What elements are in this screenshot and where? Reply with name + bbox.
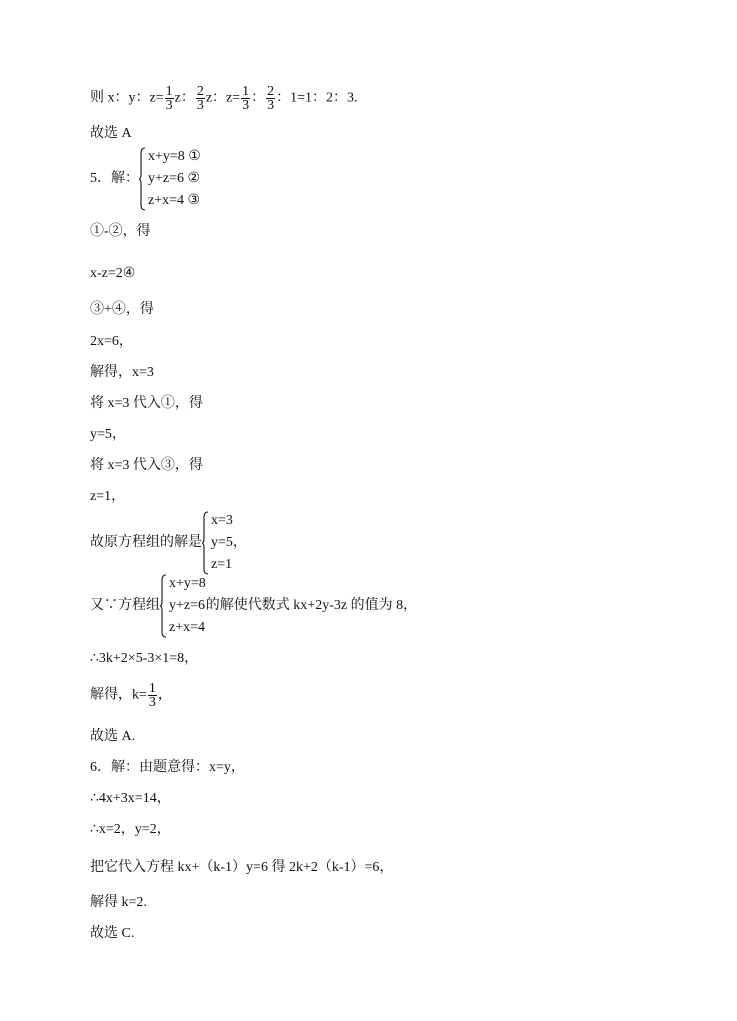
step-line: y=5，: [90, 427, 126, 442]
denominator: 3: [148, 695, 156, 710]
k-solution-line: [90, 682, 172, 709]
fraction: [196, 85, 205, 112]
step-line: x-z=2④: [90, 266, 136, 281]
step-line: 解得，x=3: [90, 365, 154, 380]
equation: x+y=8 ①: [148, 149, 201, 164]
numerator: 1: [242, 84, 250, 99]
step-line: 解得 k=2.: [90, 895, 147, 910]
fraction: [165, 85, 174, 112]
numerator: 2: [196, 84, 204, 99]
numerator: 1: [165, 84, 173, 99]
step-line: z=1，: [90, 489, 126, 504]
step-line: 6．解：由题意得：x=y，: [90, 760, 245, 775]
numerator: 2: [267, 84, 275, 99]
fraction: [266, 85, 275, 112]
fraction: [241, 85, 250, 112]
denominator: 3: [165, 98, 173, 113]
equation: x+y=8: [169, 576, 206, 591]
step-line: ③+④，得: [90, 302, 154, 317]
equation: y=5，: [211, 535, 247, 550]
equation-system: [90, 510, 247, 576]
condition-suffix: 的解使代数式 kx+2y-3z 的值为 8，: [205, 598, 418, 613]
ratio-line: [90, 85, 358, 112]
step-line: ∴4x+3x=14，: [90, 791, 171, 806]
step-line: ∴3k+2×5-3×1=8，: [90, 651, 199, 666]
text: ：1=1：2：3.: [276, 90, 358, 106]
equation-rows: [211, 510, 247, 576]
text: 则 x：y：z=: [90, 90, 164, 106]
equation-system: [90, 573, 417, 639]
answer-line: 故选 A: [90, 126, 132, 141]
denominator: 3: [196, 98, 204, 113]
answer-line: 故选 C.: [90, 926, 135, 941]
answer-line: 故选 A.: [90, 729, 136, 744]
equation: y+z=6 ②: [148, 171, 201, 186]
equation: x=3: [211, 513, 233, 528]
equation: z+x=4 ③: [148, 193, 201, 208]
condition-system: [90, 573, 417, 639]
condition-label: 又∵方程组: [90, 598, 160, 613]
text: ，: [157, 687, 172, 703]
text: z：: [174, 90, 195, 106]
brace-icon: [139, 147, 145, 211]
step-line: 2x=6，: [90, 334, 133, 349]
brace-icon: [160, 574, 166, 638]
step-line: 把它代入方程 kx+（k-1）y=6 得 2k+2（k-1）=6，: [90, 860, 394, 875]
solution-label: 故原方程组的解是: [90, 535, 202, 550]
numerator: 1: [148, 681, 156, 696]
text: z：z=: [205, 90, 241, 106]
solution-system: [90, 510, 247, 576]
step-line: 将 x=3 代入①，得: [90, 396, 203, 411]
problem-label: 5．解：: [90, 171, 139, 186]
equation: z+x=4: [169, 620, 206, 635]
equation-rows: [169, 573, 206, 639]
brace-icon: [202, 511, 208, 575]
equation: y+z=6: [169, 598, 206, 613]
step-line: 将 x=3 代入③，得: [90, 458, 203, 473]
denominator: 3: [267, 98, 275, 113]
equation-rows: [148, 146, 201, 212]
denominator: 3: [242, 98, 250, 113]
text: ：: [251, 90, 266, 106]
equation: z=1: [211, 557, 233, 572]
step-line: ①-②，得: [90, 224, 151, 239]
fraction: [148, 682, 157, 709]
text: 解得，k=: [90, 687, 147, 703]
problem-5-system: [90, 146, 201, 212]
equation-system: [90, 146, 201, 212]
step-line: ∴x=2，y=2，: [90, 822, 171, 837]
